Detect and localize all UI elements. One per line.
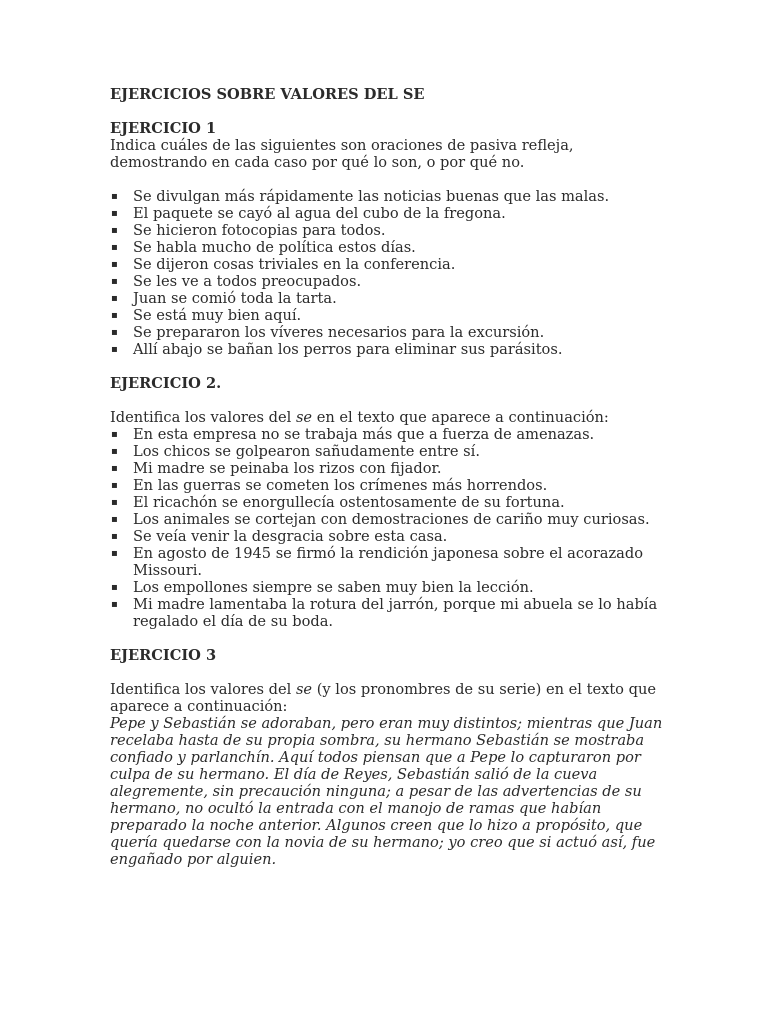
instruction-text: en el texto que aparece a continuación: [312,409,609,426]
spacer [110,358,668,375]
bullet-icon: ▪ [111,463,118,474]
list-item [110,188,668,205]
bullet-icon: ▪ [111,480,118,491]
list-item [110,545,668,579]
list-item [110,443,668,460]
list-item-text: El ricachón se enorgullecía ostentosamente de su fortuna. [133,494,565,511]
list-item-text: Se está muy bien aquí. [133,307,302,324]
list-item-text: Se habla mucho de política estos días. [133,239,416,256]
bullet-icon: ▪ [111,276,118,287]
list-item-text: En agosto de 1945 se firmó la rendición japonesa sobre el acorazado Missouri. [133,545,644,579]
bullet-icon: ▪ [111,548,118,559]
bullet-icon: ▪ [111,310,118,321]
list-item-text: Se veía venir la desgracia sobre esta casa. [133,528,448,545]
list-item [110,239,668,256]
spacer [110,630,668,647]
exercise-1-heading: EJERCICIO 1 [110,120,217,137]
bullet-icon: ▪ [111,242,118,253]
bullet-icon: ▪ [111,327,118,338]
instruction-emphasis: se [295,409,313,426]
list-item-text: Mi madre se peinaba los rizos con fijador. [133,460,442,477]
list-item-text: En esta empresa no se trabaja más que a fuerza de amenazas. [133,426,595,443]
list-item-text: Los empollones siempre se saben muy bien la lección. [133,579,534,596]
bullet-icon: ▪ [111,225,118,236]
list-item-text: Se dijeron cosas triviales en la conferencia. [133,256,456,273]
exercise-3-instruction [110,681,668,715]
bullet-icon: ▪ [111,446,118,457]
list-item [110,579,668,596]
spacer [110,103,668,120]
exercise-2-list [110,426,668,630]
spacer [110,171,668,188]
list-item-text: Se les ve a todos preocupados. [133,273,362,290]
list-item-text: El paquete se cayó al agua del cubo de la fregona. [133,205,506,222]
document-title: EJERCICIOS SOBRE VALORES DEL SE [110,86,425,103]
list-item [110,494,668,511]
list-item-text: Los animales se cortejan con demostraciones de cariño muy curiosas. [133,511,650,528]
list-item-text: Los chicos se golpearon sañudamente entre sí. [133,443,480,460]
instruction-emphasis: se [295,681,313,698]
list-item [110,256,668,273]
list-item [110,222,668,239]
list-item [110,596,668,630]
list-item [110,477,668,494]
instruction-text: Identifica los valores del [110,681,296,698]
list-item [110,460,668,477]
list-item-text: Se hicieron fotocopias para todos. [133,222,386,239]
list-item-text: Mi madre lamentaba la rotura del jarrón, porque mi abuela se lo había regalado el día de su boda. [133,596,658,630]
bullet-icon: ▪ [111,344,118,355]
list-item-text: En las guerras se cometen los crímenes más horrendos. [133,477,548,494]
spacer [110,392,668,409]
list-item [110,426,668,443]
exercise-3-text: Pepe y Sebastián se adoraban, pero eran muy distintos; mientras que Juan recelaba hasta de su propia sombra, su hermano Sebastián se mostraba confiado y parlanchín. Aquí todos piensan que a Pepe lo capturaron por culpa de su hermano. El día de Reyes, Sebastián salió de la cueva alegremente, sin precaución ninguna; a pesar de las advertencias de su hermano, no ocultó la entrada con el manojo de ramas que habían preparado la noche anterior. Algunos creen que lo hizo a propósito, que quería quedarse con la novia de su hermano; yo creo que si actuó así, fue engañado por alguien. [110,715,663,868]
list-item-text: Se divulgan más rápidamente las noticias buenas que las malas. [133,188,610,205]
bullet-icon: ▪ [111,293,118,304]
bullet-icon: ▪ [111,208,118,219]
bullet-icon: ▪ [111,531,118,542]
bullet-icon: ▪ [111,599,118,610]
exercise-3-heading: EJERCICIO 3 [110,647,217,664]
exercise-1-instruction: Indica cuáles de las siguientes son oraciones de pasiva refleja, demostrando en cada caso por qué lo son, o por qué no. [110,137,574,171]
spacer [110,664,668,681]
list-item [110,307,668,324]
bullet-icon: ▪ [111,582,118,593]
list-item [110,205,668,222]
list-item-text: Se prepararon los víveres necesarios para la excursión. [133,324,545,341]
bullet-icon: ▪ [111,497,118,508]
bullet-icon: ▪ [111,429,118,440]
list-item [110,341,668,358]
exercise-2-heading: EJERCICIO 2. [110,375,222,392]
list-item [110,290,668,307]
bullet-icon: ▪ [111,514,118,525]
list-item [110,528,668,545]
list-item [110,324,668,341]
list-item-text: Allí abajo se bañan los perros para eliminar sus parásitos. [133,341,563,358]
instruction-text: (y los pronombres de su serie) en el texto que aparece a continuación: [110,681,656,715]
list-item [110,511,668,528]
exercise-2-instruction [110,409,668,426]
list-item-text: Juan se comió toda la tarta. [133,290,337,307]
instruction-text: Identifica los valores del [110,409,296,426]
bullet-icon: ▪ [111,259,118,270]
bullet-icon: ▪ [111,191,118,202]
exercise-1-list [110,188,668,358]
list-item [110,273,668,290]
